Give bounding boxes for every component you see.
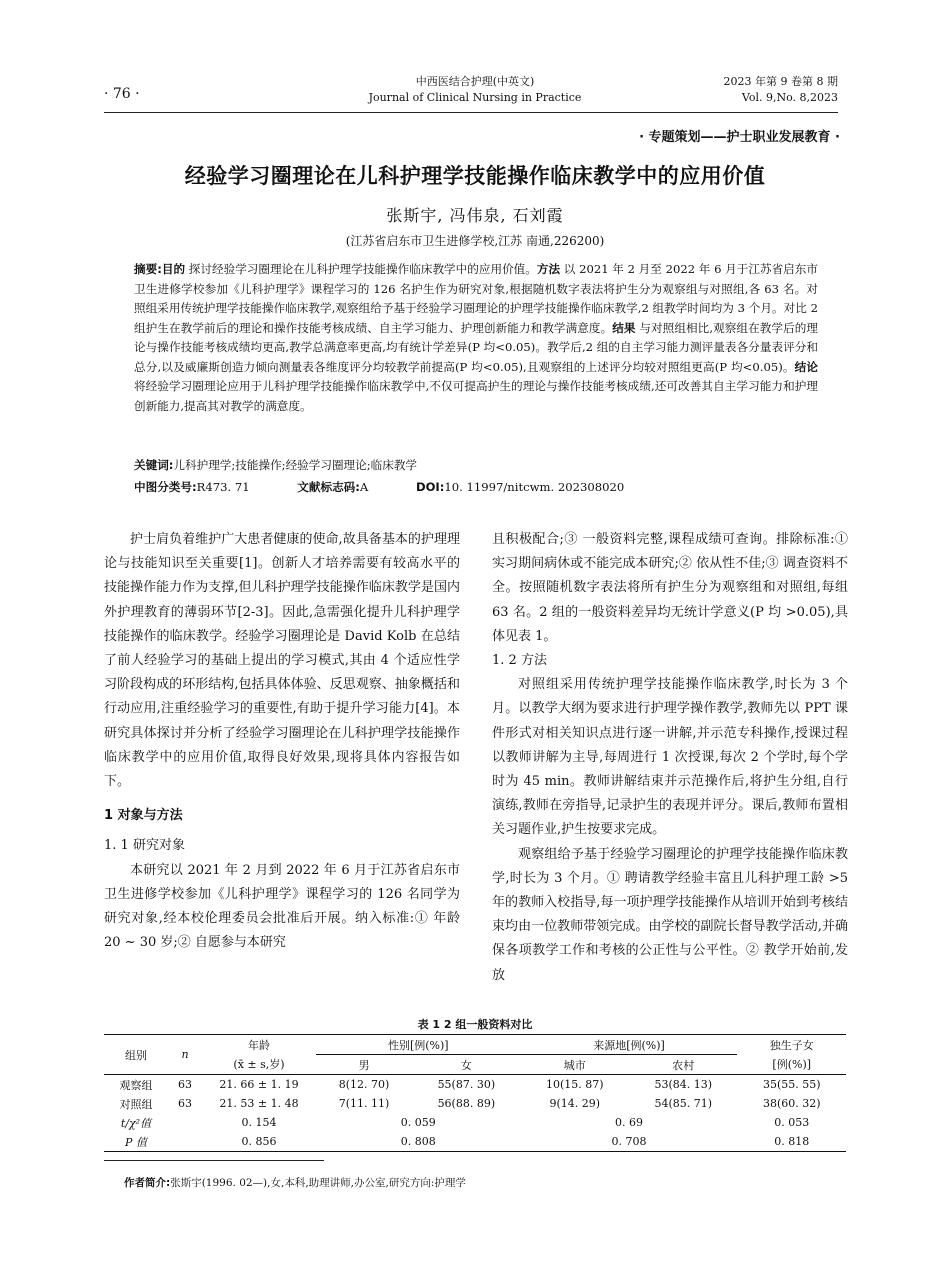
table-cell: 53(84. 13) [654,1078,713,1091]
th-rural: 农村 [629,1055,737,1075]
article-title: 经验学习圈理论在儿科护理学技能操作临床教学中的应用价值 [184,164,766,188]
doc-code-value: A [359,480,369,494]
th-group: 组别 [104,1035,168,1075]
section-heading-1: 1 对象与方法 [104,808,183,824]
abstract-objective: 探讨经验学习圈理论在儿科护理学技能操作临床教学中的应用价值。 [185,262,537,276]
header-rule [104,112,838,113]
control-method-paragraph: 对照组采用传统护理学技能操作临床教学,时长为 3 个月。以教学大纲为要求进行护理学操作教学,教师先以 PPT 课件形式对相关知识点进行逐一讲解,并示范专科操作,授课过程以教师讲解为主导,每周进行 1 次授课,每次 2 个学时,每个学时为 45 min。教师讲解结束并示范操作后,将护生分组,自行演练,教师在旁指导,记录护生的表现并评分。课后,教师布置相关习题作业,护生按要求完成。 [492,677,848,838]
table-cell: 54(85. 71) [654,1097,713,1110]
table-cell: 38(60. 32) [762,1097,821,1110]
journal-name-cn: 中西医结合护理(中英文) [415,75,535,88]
th-age: 年龄 [202,1035,316,1055]
abstract-method: 以 2021 年 2 月至 2022 年 6 月于江苏省启东市卫生进修学校参加《儿科护理学》课程学习的 126 名护生作为研究对象,根据随机数字表法将护生分为观察组与对照组,各 63 名。对照组采用传统护理学技能操作临床教学,观察组给予基于经验学习圈理论的护理学技能操作临床教学,2 组教学时间均为 3 个月。对比 2 组护生在教学前后的理论和操作技能考核成绩、自主学习能力、护理创新能力和教学满意度。 [134,262,818,335]
abstract [134,260,818,416]
th-n: n [168,1035,202,1075]
issue-en: Vol. 9,No. 8,2023 [741,91,838,104]
th-female: 女 [412,1055,520,1075]
abstract-conclusion-label: 结论 [794,359,818,374]
clc-label: 中图分类号: [134,480,197,494]
intro-paragraph: 护士肩负着维护广大患者健康的使命,故具备基本的护理理论与技能知识至关重要[1]。创新人才培养需要有较高水平的技能操作能力作为支撑,但儿科护理学技能操作临床教学是国内外护理教育的薄弱环节[2-3]。因此,急需强化提升儿科护理学技能操作的临床教学。经验学习圈理论是 David Kolb 在总结了前人经验学习的基础上提出的学习模式,其由 4 个适应性学习阶段构成的环形结构,包括具体体验、反思观察、抽象概括和行动应用,注重经验学习的重要性,有助于提升学习能力[4]。本研究具体探讨并分析了经验学习圈理论在儿科护理学技能操作临床教学中的应用价值,取得良好效果,现将具体内容报告如下。 [104,532,460,790]
keywords-text: 儿科护理学;技能操作;经验学习圈理论;临床教学 [173,458,418,472]
table-cell: 8(12. 70) [338,1078,390,1091]
abstract-label: 摘要: [134,262,162,276]
author-footnote [124,1175,466,1190]
doi-label: DOI: [415,480,445,494]
body-left-column [104,528,460,955]
table-cell: 63 [178,1078,192,1091]
table-cell: 9(14. 29) [549,1097,601,1110]
keywords-label: 关键词: [134,458,174,472]
doc-code-label: 文献标志码: [297,480,360,494]
th-sex: 性别[例(%)] [316,1035,521,1055]
column-label: · 专题策划——护士职业发展教育 · [639,130,840,145]
table-row-p [104,1132,846,1152]
footnote-text: 张斯宇(1996. 02—),女,本科,助理讲师,办公室,研究方向:护理学 [170,1177,466,1189]
table-cell: 0. 818 [737,1132,846,1152]
observation-method-paragraph: 观察组给予基于经验学习圈理论的护理学技能操作临床教学,时长为 3 个月。① 聘请教学经验丰富且儿科护理工龄 >5 年的教师入校指导,每一项护理学技能操作从培训开始到考核结束均由一位教师带领完成。由学校的副院长督导教学活动,并确保各项教学工作和考核的公正性与公平性。② 教学开始前,发放 [492,846,848,983]
table-row [104,1075,846,1095]
table-cell: 21. 53 ± 1. 48 [219,1097,299,1110]
issue-info [598,74,838,106]
th-age-unit: (x̄ ± s,岁) [202,1055,316,1075]
abstract-result-label: 结果 [612,320,636,335]
table-cell: 10(15. 87) [546,1078,604,1091]
authors: 张斯宇, 冯伟泉, 石刘霞 [386,206,564,225]
body-right-column [492,528,848,988]
th-only-child: 独生子女 [737,1035,846,1055]
th-origin: 来源地[例(%)] [521,1035,738,1055]
table-cell: 0. 154 [241,1116,277,1129]
abstract-result: 与对照组相比,观察组在教学后的理论与操作技能考核成绩均更高,教学总满意率更高,均有统计学差异(P 均<0.05)。教学后,2 组的自主学习能力测评量表各分量表评分和总分,以及威廉斯创造力倾向测量表各维度评分均较教学前提高(P 均<0.05),且观察组的上述评分均较对照组更高(P 均<0.05)。 [134,320,818,374]
table-cell: 35(55. 55) [762,1078,821,1091]
classification-line [134,479,818,495]
table-cell: 0. 856 [202,1132,316,1152]
stat-label: t/χ²值 [120,1116,152,1130]
table-cell: 0. 059 [400,1116,436,1129]
abstract-method-label: 方法 [536,262,561,276]
table-cell: 0. 053 [774,1116,810,1129]
table-cell: 55(87. 30) [437,1078,496,1091]
page-number: · 76 · [104,86,140,102]
keywords [134,457,818,473]
th-male: 男 [316,1055,412,1075]
study-subjects-paragraph: 本研究以 2021 年 2 月到 2022 年 6 月于江苏省启东市卫生进修学校参加《儿科护理学》课程学习的 126 名同学为研究对象,经本校伦理委员会批准后开展。纳入标准:① 年龄 20 ~ 30 岁;② 自愿参与本研究 [104,862,460,951]
th-city: 城市 [521,1055,629,1075]
general-data-table [104,1034,846,1152]
table-cell: 0. 69 [615,1116,644,1129]
table-caption: 表 1 2 组一般资料对比 [417,1018,533,1031]
table-cell: 63 [178,1097,192,1110]
th-only-child-unit: [例(%)] [737,1055,846,1075]
table-cell: 56(88. 89) [437,1097,496,1110]
table-row [104,1094,846,1113]
abstract-objective-label: 目的 [161,262,186,276]
issue-cn: 2023 年第 9 卷第 8 期 [723,75,838,88]
table-cell: 21. 66 ± 1. 19 [219,1078,299,1091]
footnote-rule [104,1160,324,1161]
subsection-heading-1-2: 1. 2 方法 [492,653,547,669]
clc-value: R473. 71 [196,480,250,494]
p-label: P 值 [104,1132,168,1152]
table-cell: 观察组 [119,1078,153,1092]
footnote-label: 作者简介: [124,1177,171,1189]
criteria-paragraph: 且积极配合;③ 一般资料完整,课程成绩可查询。排除标准:① 实习期间病休或不能完成本研究;② 依从性不佳;③ 调查资料不全。按照随机数字表法将所有护生分为观察组和对照组,每组 63 名。2 组的一般资料差异均无统计学意义(P 均 >0.05),具体见表 1。 [492,532,848,644]
table-cell: 7(11. 11) [338,1097,390,1110]
affiliation: (江苏省启东市卫生进修学校,江苏 南通,226200) [345,234,605,248]
subsection-heading-1-1: 1. 1 研究对象 [104,838,185,854]
abstract-conclusion: 将经验学习圈理论应用于儿科护理学技能操作临床教学中,不仅可提高护生的理论与操作技能考核成绩,还可改善其自主学习能力和护理创新能力,提高其对教学的满意度。 [134,379,819,413]
table-row-stat [104,1113,846,1132]
doi-value: 10. 11997/nitcwm. 202308020 [444,480,625,494]
table-cell: 0. 708 [521,1132,738,1152]
journal-name-en: Journal of Clinical Nursing in Practice [368,91,582,104]
table-cell: 对照组 [119,1097,153,1111]
table-cell: 0. 808 [316,1132,521,1152]
